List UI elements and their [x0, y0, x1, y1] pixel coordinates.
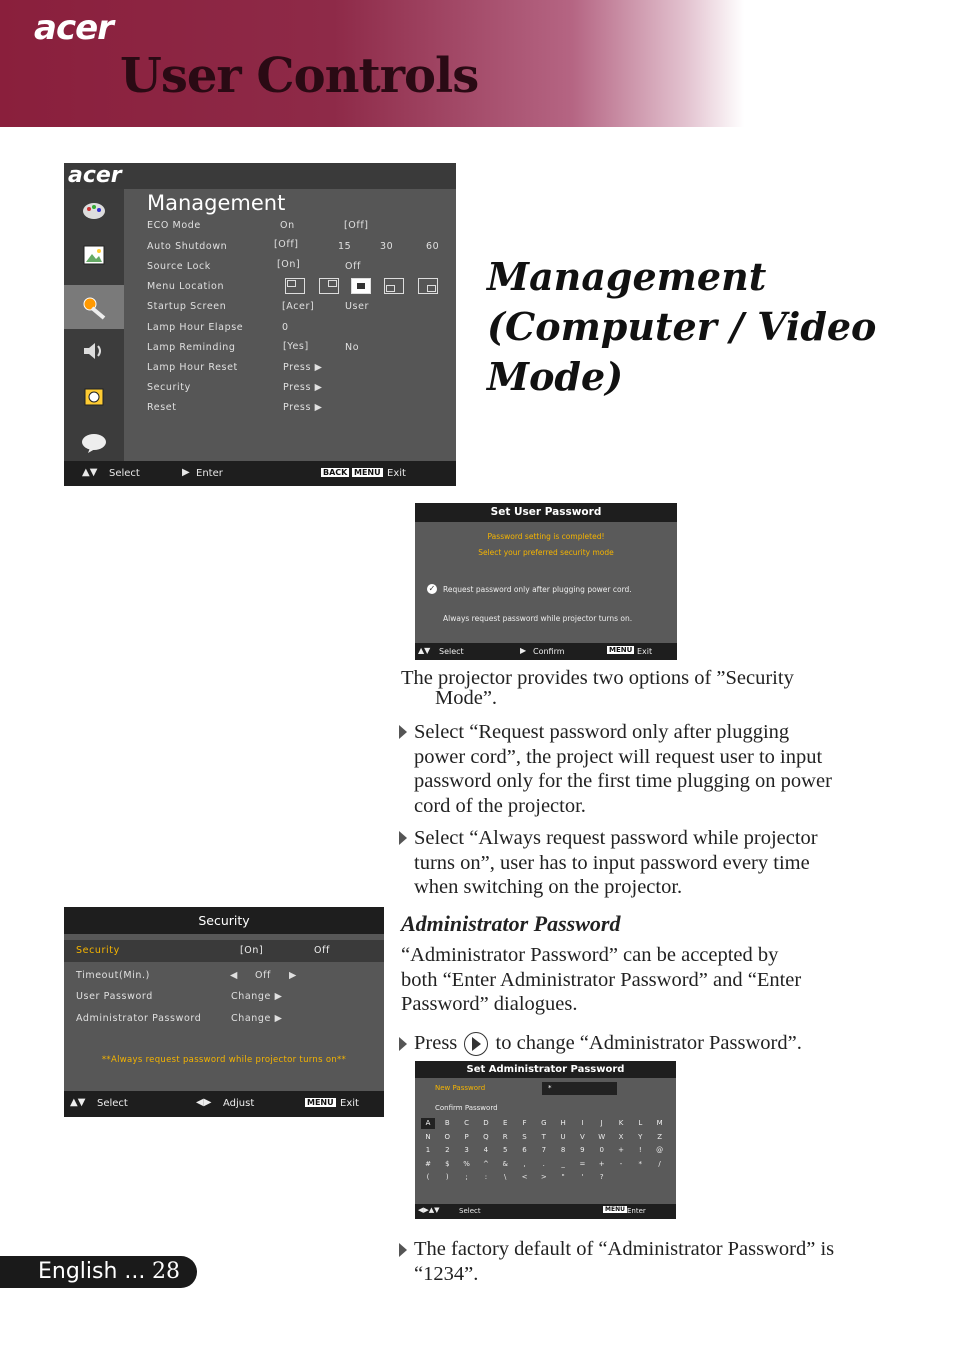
startup-user: User	[345, 301, 370, 312]
color-icon	[64, 189, 124, 233]
osd-sidebar	[64, 189, 124, 461]
keypad-key[interactable]: +	[618, 1146, 624, 1154]
keypad-key[interactable]: +	[598, 1159, 605, 1168]
keypad-key[interactable]: .	[542, 1159, 545, 1168]
keypad-key[interactable]: ,	[523, 1159, 526, 1168]
keypad-key[interactable]: 0	[599, 1146, 604, 1154]
shutdown-30: 30	[380, 241, 394, 252]
keypad-key[interactable]: S	[522, 1132, 527, 1141]
keypad-key[interactable]: %	[463, 1159, 470, 1168]
row-reset: Reset	[147, 402, 177, 413]
bullet-arrow-icon	[399, 1037, 407, 1051]
osd-acer-logo: acer	[68, 163, 122, 188]
bullet-factory-default	[414, 1237, 834, 1286]
menu-tag: MENU	[609, 646, 633, 654]
keypad-key[interactable]: 2	[445, 1146, 450, 1154]
keypad-key[interactable]: Y	[638, 1132, 643, 1141]
keypad-key[interactable]: O	[444, 1132, 451, 1141]
leftright-icon: ◀▶	[196, 1097, 212, 1108]
keypad-key[interactable]: G	[541, 1119, 547, 1127]
user-pw-option1: Request password only after plugging power cord.	[443, 585, 632, 594]
reset-press: Press ▶	[283, 402, 323, 413]
keypad-key[interactable]: U	[560, 1132, 566, 1141]
row-lamp-hour-reset: Lamp Hour Reset	[147, 362, 238, 373]
footer-select: Select	[109, 468, 140, 479]
lamp-remind-yes: [Yes]	[283, 341, 309, 352]
keypad-key[interactable]: _	[561, 1159, 565, 1168]
updown-icon: ▲▼	[82, 467, 98, 478]
intro-line2: Mode”.	[435, 687, 498, 709]
timeout-label: Timeout(Min.)	[76, 970, 150, 981]
keypad-key[interactable]: /	[658, 1159, 661, 1168]
admin-heading: Administrator Password	[401, 911, 621, 936]
lamp-hours-value: 0	[282, 322, 289, 333]
shutdown-off: [Off]	[274, 239, 299, 250]
security-label: Security	[76, 945, 120, 956]
menu-tag: MENU	[605, 1206, 625, 1213]
keypad-key[interactable]: L	[638, 1119, 643, 1127]
keypad-key[interactable]: \	[504, 1173, 507, 1181]
keypad-key[interactable]: 6	[522, 1146, 527, 1154]
menu-tag: MENU	[307, 1098, 334, 1107]
bullet-request-always	[414, 826, 818, 900]
right-button-icon	[464, 1032, 488, 1056]
new-password-label: New Password	[435, 1084, 486, 1092]
section-title-line3: Mode)	[487, 354, 624, 399]
security-osd	[64, 907, 384, 1117]
keypad-key[interactable]: Q	[483, 1132, 489, 1141]
keypad-key[interactable]: 3	[464, 1146, 469, 1154]
bullet2-line2: turns on”, user has to input password every time	[414, 851, 810, 874]
keypad-key[interactable]: D	[483, 1119, 489, 1127]
keypad-key[interactable]: 7	[541, 1146, 547, 1154]
section-title-line2: (Computer / Video	[487, 304, 877, 349]
source-lock-off: Off	[345, 261, 361, 272]
user-pw-title: Set User Password	[415, 503, 677, 522]
keypad-key[interactable]: 1	[425, 1146, 431, 1154]
bullet-arrow-icon	[399, 1243, 407, 1257]
security-row	[64, 940, 384, 962]
security-note: **Always request password while projector turns on**	[101, 1055, 347, 1065]
user-password-change: Change ▶	[231, 991, 283, 1002]
footer-select: Select	[459, 1207, 481, 1215]
updown-icon: ▲▼	[418, 646, 431, 655]
bullet1-line1: Select “Request password only after plugging	[414, 721, 790, 743]
bullet1-line2: power cord”, the project will request user to input	[414, 745, 823, 768]
menu-location-topleft-icon	[285, 278, 305, 294]
keypad-key[interactable]: H	[560, 1119, 566, 1127]
row-auto-shutdown: Auto Shutdown	[147, 241, 228, 252]
security-off: Off	[314, 945, 330, 956]
keypad-key[interactable]: *	[638, 1159, 643, 1168]
admin-pw-footer	[415, 1204, 676, 1219]
keypad-key[interactable]: P	[464, 1132, 469, 1141]
keypad-key[interactable]: :	[484, 1173, 488, 1181]
menu-location-bottomleft-icon	[384, 278, 404, 294]
bullet-arrow-icon	[399, 725, 407, 739]
keypad-key[interactable]: &	[502, 1159, 508, 1168]
keypad-key[interactable]: >	[540, 1173, 547, 1181]
keypad-key[interactable]: F	[522, 1119, 527, 1127]
footer-enter: Enter	[627, 1207, 646, 1215]
bullet2-line3: when switching on the projector.	[414, 876, 683, 898]
keypad-key[interactable]: =	[579, 1159, 586, 1168]
admin-password-label: Administrator Password	[76, 1013, 202, 1024]
source-lock-on: [On]	[277, 259, 301, 270]
keypad-key[interactable]: C	[464, 1119, 470, 1127]
keypad-key[interactable]: A	[421, 1118, 435, 1129]
keypad-key[interactable]: )	[445, 1173, 449, 1181]
keypad-key[interactable]: #	[425, 1159, 431, 1168]
footer-adjust: Adjust	[223, 1098, 255, 1109]
admin-line3: Password” dialogues.	[401, 993, 578, 1015]
language-icon	[64, 421, 124, 465]
keypad-key[interactable]: V	[579, 1132, 585, 1141]
user-pw-option2: Always request password while projector turns on.	[443, 614, 633, 623]
menu-location-bottomright-icon	[418, 278, 438, 294]
keypad-key[interactable]: !	[638, 1146, 642, 1154]
osd-heading: Management	[147, 191, 286, 215]
confirm-password-label: Confirm Password	[435, 1104, 498, 1112]
press-text-rest: to change “Administrator Password”.	[495, 1032, 802, 1054]
eco-off: [Off]	[344, 220, 369, 231]
timeout-value: Off	[255, 970, 271, 981]
eco-on: On	[280, 220, 295, 231]
row-menu-location: Menu Location	[147, 281, 225, 292]
admin-line1: “Administrator Password” can be accepted by	[401, 944, 779, 966]
footer-exit: Exit	[340, 1098, 359, 1109]
lamp-reset-press: Press ▶	[283, 362, 323, 373]
keypad-key[interactable]: ?	[599, 1173, 604, 1181]
keypad-key[interactable]: T	[541, 1132, 546, 1141]
keypad-key[interactable]: 5	[502, 1146, 508, 1154]
keypad-key[interactable]: <	[521, 1173, 528, 1181]
section-title-line1: Management	[487, 254, 767, 299]
admin-paragraph	[401, 943, 801, 1017]
checkmark-icon: ✓	[428, 584, 436, 593]
keypad-key[interactable]: Z	[657, 1132, 662, 1141]
right-icon: ▶	[182, 467, 190, 478]
timeout-right-arrow-icon: ▶	[289, 970, 297, 981]
timer-icon	[64, 375, 124, 419]
bullet-request-once	[414, 720, 832, 818]
management-osd-screenshot	[64, 163, 456, 486]
keypad-key[interactable]: 9	[580, 1146, 585, 1154]
right-icon: ▶	[520, 646, 527, 655]
bullet-press	[414, 1031, 802, 1056]
row-eco-mode: ECO Mode	[147, 220, 201, 231]
bullet-arrow-icon	[399, 831, 407, 845]
admin-line2: both “Enter Administrator Password” and “Enter	[401, 968, 802, 991]
lamp-remind-no: No	[345, 342, 360, 353]
footer-language: English ...	[38, 1259, 146, 1284]
set-admin-password-osd	[415, 1061, 676, 1219]
startup-acer: [Acer]	[282, 301, 315, 312]
image-icon	[64, 233, 124, 277]
audio-icon	[64, 329, 124, 373]
osd-footer	[64, 461, 456, 486]
bullet1-line3: password only for the first time plugging on power	[414, 770, 832, 792]
keypad-key[interactable]: ;	[465, 1173, 468, 1181]
security-footer	[64, 1091, 384, 1117]
security-press: Press ▶	[283, 382, 323, 393]
admin-password-change: Change ▶	[231, 1013, 283, 1024]
footer-exit: Exit	[637, 647, 653, 656]
page-footer	[0, 1256, 197, 1288]
keypad-key[interactable]: I	[581, 1119, 584, 1127]
keypad-key[interactable]: J	[600, 1119, 603, 1127]
row-startup-screen: Startup Screen	[147, 301, 227, 312]
bullet1-line4: cord of the projector.	[414, 794, 586, 817]
user-pw-footer	[415, 643, 677, 660]
shutdown-60: 60	[426, 241, 440, 252]
row-security: Security	[147, 382, 191, 393]
row-lamp-reminding: Lamp Reminding	[147, 342, 236, 353]
keypad-key[interactable]: N	[425, 1132, 431, 1141]
keypad-key[interactable]: "	[561, 1173, 565, 1181]
menu-tag: MENU	[354, 468, 381, 477]
keypad-key[interactable]: $	[445, 1159, 450, 1168]
security-title: Security	[64, 907, 384, 934]
factory-line1: The factory default of “Administrator Password” is	[414, 1238, 835, 1260]
footer-exit: Exit	[387, 468, 406, 479]
keypad-key[interactable]: E	[502, 1119, 508, 1127]
new-password-field: *	[542, 1082, 617, 1095]
row-source-lock: Source Lock	[147, 261, 211, 272]
bullet2-line1: Select “Always request password while projector	[414, 827, 818, 849]
admin-pw-title: Set Administrator Password	[415, 1061, 676, 1078]
footer-confirm: Confirm	[533, 647, 565, 656]
section-title	[487, 252, 876, 402]
keypad-key[interactable]: '	[581, 1173, 584, 1181]
acer-logo: acer	[34, 8, 113, 48]
keypad-key[interactable]: X	[618, 1132, 624, 1141]
keypad-key[interactable]: 8	[560, 1146, 566, 1154]
menu-location-topright-icon	[319, 278, 339, 294]
back-tag: BACK	[323, 468, 348, 477]
footer-select: Select	[439, 647, 464, 656]
keypad-key[interactable]: K	[618, 1119, 624, 1127]
set-user-password-osd	[415, 503, 677, 660]
timeout-left-arrow-icon: ◀	[230, 970, 238, 981]
press-text: Press	[414, 1032, 458, 1054]
security-on: [On]	[240, 945, 264, 956]
page-title: User Controls	[120, 48, 479, 104]
factory-line2: “1234”.	[414, 1262, 479, 1285]
dpad-icon: ◀▶▲▼	[418, 1206, 440, 1214]
updown-icon: ▲▼	[70, 1097, 86, 1108]
management-icon	[64, 285, 124, 329]
footer-select: Select	[97, 1098, 128, 1109]
keypad-key[interactable]: R	[502, 1132, 508, 1141]
keypad-key[interactable]: B	[444, 1119, 450, 1127]
page-number: 28	[152, 1259, 180, 1284]
keypad-key[interactable]: -	[619, 1159, 623, 1168]
keypad-key[interactable]: M	[656, 1119, 663, 1127]
user-pw-msg2: Select your preferred security mode	[478, 548, 614, 557]
keypad-key[interactable]: (	[426, 1173, 430, 1181]
menu-location-center-icon	[351, 278, 371, 294]
user-password-label: User Password	[76, 991, 153, 1002]
user-pw-msg1: Password setting is completed!	[487, 532, 605, 541]
keypad-key[interactable]: 4	[483, 1146, 489, 1154]
row-lamp-hour-elapse: Lamp Hour Elapse	[147, 322, 244, 333]
keypad-key[interactable]: ^	[482, 1159, 489, 1168]
footer-enter: Enter	[196, 468, 223, 479]
keypad-key[interactable]: @	[656, 1146, 664, 1154]
shutdown-15: 15	[338, 241, 352, 252]
keypad-key[interactable]: W	[598, 1132, 606, 1141]
intro-line1: The projector provides two options of ”Security	[401, 667, 794, 689]
